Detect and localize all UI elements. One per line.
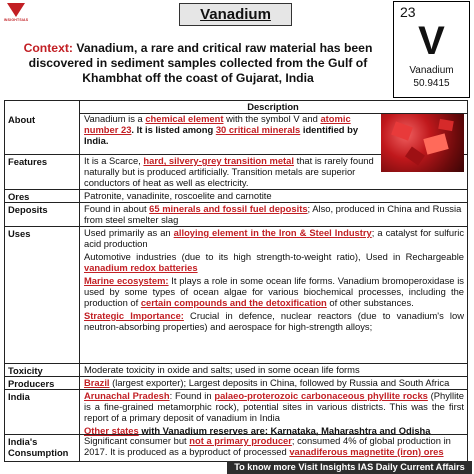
context-text: Vanadium, a rare and critical raw material has been discovered in sediment samples collected from the Gulf of Khambhat off the coast of Gujarat, India — [28, 41, 373, 85]
insights-ias-logo — [4, 3, 28, 27]
table-header: Description — [79, 101, 467, 114]
row-content-ores: Patronite, vanadinite, roscoelite and carnotite — [84, 190, 272, 201]
uses-automotive — [84, 251, 464, 273]
logo-text: INSIGHTSIAS — [3, 18, 29, 22]
row-content-producers — [84, 377, 464, 388]
india-arunachal — [84, 390, 464, 423]
atomic-mass: 50.9415 — [413, 78, 450, 89]
text: with the symbol V and — [223, 113, 321, 124]
highlight: certain compounds and the detoxification — [140, 297, 327, 308]
text: Vanadium is a — [84, 113, 146, 124]
highlight: 30 critical minerals — [215, 124, 301, 135]
text: with Vanadium reserves are: Karnataka, Maharashtra and Odisha — [138, 425, 431, 436]
text: Significant consumer but — [84, 435, 190, 446]
highlight: alloying element in the Iron & Steel Industry — [173, 227, 372, 238]
element-symbol: V — [418, 19, 445, 63]
table-row-consumption — [5, 434, 467, 463]
page-title: Vanadium — [179, 3, 292, 26]
highlight: hard, silvery-grey transition metal — [143, 155, 294, 166]
footer-banner[interactable]: To know more Visit Insights IAS Daily Current Affairs — [227, 461, 472, 474]
row-label-consumption: India's Consumption — [8, 436, 69, 458]
text: Found in about — [84, 203, 150, 214]
text: (Phyllite is a fine-grained metamorphic rock), potential sites in various districts. This was the first report of a primary deposit of vanadium in India — [84, 390, 464, 423]
text: (largest exporter); Largest deposits in China, followed by Russia and South Africa — [109, 377, 450, 388]
text: that is rarely found naturally but is produced artificially. Transition metals are superior conductors of heat as well as electricity. — [84, 155, 374, 188]
row-content-about — [84, 113, 375, 146]
table-row-ores — [5, 189, 467, 202]
text: Used primarily as an — [84, 227, 174, 238]
table-row-india — [5, 389, 467, 434]
row-label-about: About — [8, 114, 36, 125]
highlight: vanadiferous magnetite (iron) ores — [289, 446, 444, 457]
text: . It is listed among — [131, 124, 216, 135]
description-table — [4, 100, 468, 462]
highlight: not a primary producer — [189, 435, 292, 446]
highlight: Arunachal Pradesh — [84, 390, 170, 401]
text: Automotive industries (due to its high strength-to-weight ratio), Used in Rechargeable — [84, 251, 464, 262]
highlight: Brazil — [84, 377, 110, 388]
row-label-features: Features — [8, 156, 48, 167]
text: of other substances. — [326, 297, 414, 308]
row-label-producers: Producers — [8, 378, 55, 389]
row-label-deposits: Deposits — [8, 204, 48, 215]
logo-mark-icon — [7, 3, 25, 17]
uses-alloying — [84, 227, 464, 249]
row-content-toxicity: Moderate toxicity in oxide and salts; used in some ocean life forms — [84, 364, 360, 375]
table-row-toxicity — [5, 363, 467, 376]
row-label-uses: Uses — [8, 228, 31, 239]
highlight: Marine ecosystem: — [84, 275, 169, 286]
text: Crucial in defence, nuclear reactors (due to vanadium's low neutron-absorbing properties) and aerospace for high-strength alloys; — [84, 310, 464, 332]
text: ; Also, produced in China and Russia from steel smelter slag — [84, 203, 462, 225]
element-name: Vanadium — [409, 65, 454, 76]
context-label: Context: — [23, 41, 73, 55]
row-label-india: India — [8, 391, 30, 402]
highlight: Strategic Importance: — [84, 310, 184, 321]
row-content-india — [84, 390, 464, 438]
vanadinite-crystal-image — [381, 114, 464, 172]
text: ; consumed 4% of global production in 2017. It is produced as a byproduct of processed — [84, 435, 451, 457]
row-content-deposits — [84, 203, 464, 225]
periodic-element-tile — [393, 1, 470, 98]
row-content-consumption — [84, 435, 464, 457]
text: : Found in — [169, 390, 215, 401]
table-row-producers — [5, 376, 467, 389]
row-label-toxicity: Toxicity — [8, 365, 43, 376]
row-content-features — [84, 155, 375, 188]
highlight: chemical element — [145, 113, 224, 124]
uses-marine — [84, 275, 464, 308]
text: identified by India. — [84, 124, 359, 146]
text: ; a catalyst for sulfuric acid production — [84, 227, 465, 249]
table-row-deposits — [5, 202, 467, 226]
highlight: 65 minerals and fossil fuel deposits — [149, 203, 308, 214]
highlight: palaeo-proterozoic carbonaceous phyllite rocks — [214, 390, 428, 401]
highlight: Other states — [84, 425, 139, 436]
row-content-uses — [84, 227, 464, 334]
highlight: vanadium redox batteries — [84, 262, 198, 273]
text: It is a Scarce, — [84, 155, 144, 166]
context-paragraph — [4, 41, 392, 86]
atomic-number: 23 — [400, 4, 416, 20]
highlight: atomic number 23 — [84, 113, 351, 135]
uses-strategic — [84, 310, 464, 332]
text: It plays a role in some ocean life forms. Vanadium bromoperoxidase is used by some types of ocean algae for various biochemical processes, including the production of — [84, 275, 464, 308]
table-row-uses — [5, 226, 467, 363]
row-label-ores: Ores — [8, 191, 30, 202]
